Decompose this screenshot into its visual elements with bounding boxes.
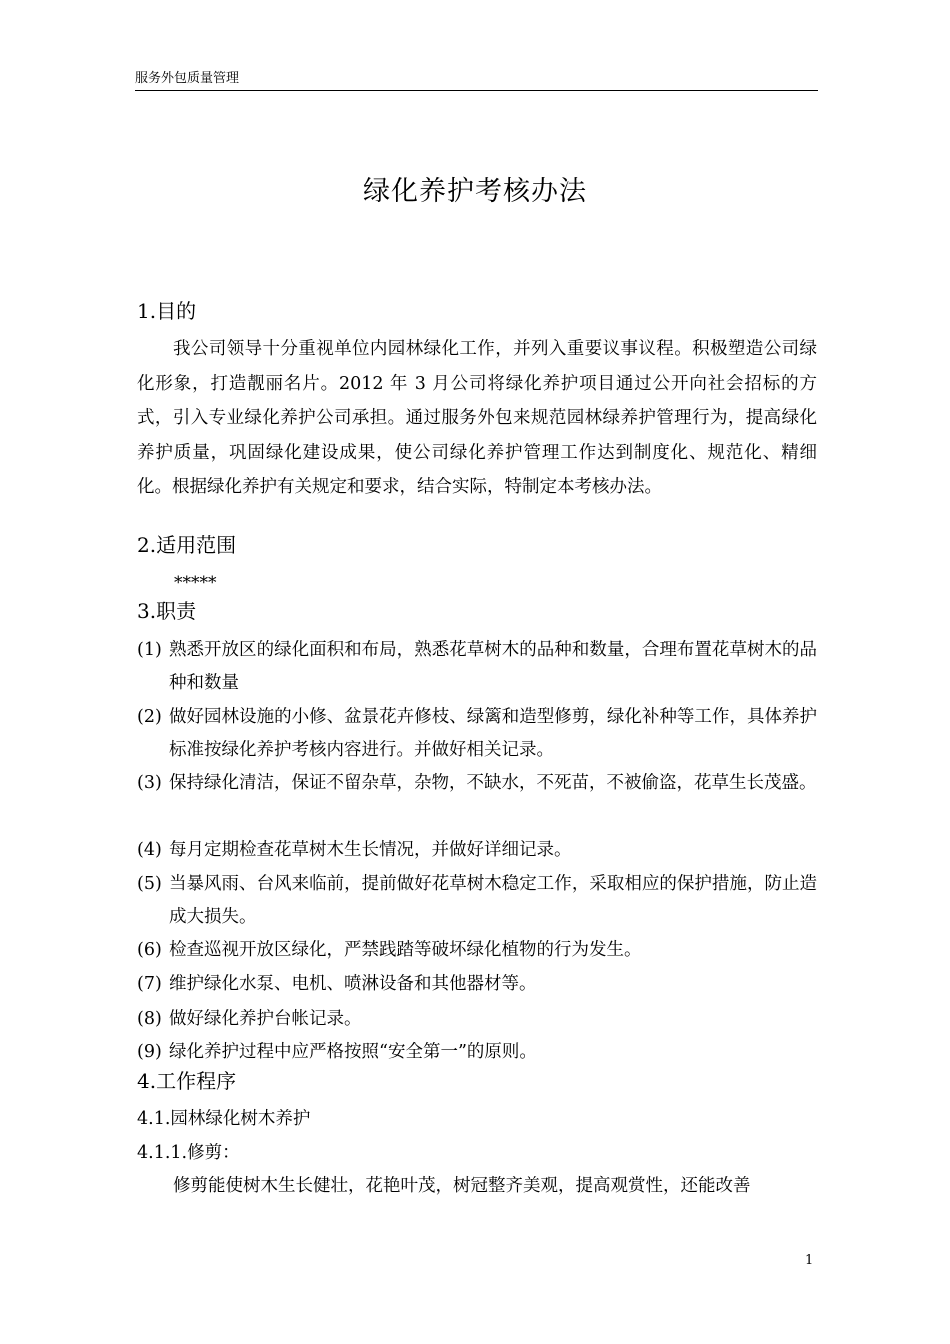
page-number: 1 [805,1253,814,1268]
duty-item-number: (6) [137,940,162,960]
subsection-heading-pruning: 4.1.1.修剪： [137,1143,240,1163]
duty-item-number: (7) [137,974,162,994]
duty-item-number: (9) [137,1042,162,1062]
duty-item [137,701,817,767]
duty-item [137,834,817,867]
duty-item-text: 做好绿化养护台帐记录。 [169,1009,362,1029]
duty-item-text: 每月定期检查花草树木生长情况，并做好详细记录。 [169,840,572,860]
page-header [135,70,818,91]
duty-item-text: 保持绿化清洁，保证不留杂草，杂物，不缺水，不死苗，不被偷盗，花草生长茂盛。 [169,773,817,793]
duty-item [137,868,817,934]
duty-item-number: (1) [137,640,162,660]
duty-item-text: 做好园林设施的小修、盆景花卉修枝、绿篱和造型修剪，绿化补种等工作，具体养护标准按绿化养护考核内容进行。并做好相关记录。 [169,707,817,760]
duty-item [137,634,817,700]
duty-item [137,1003,817,1036]
duty-item-number: (5) [137,874,162,894]
duty-item-text: 绿化养护过程中应严格按照“安全第一”的原则。 [169,1042,537,1062]
duty-item-text: 当暴风雨、台风来临前，提前做好花草树木稳定工作，采取相应的保护措施，防止造成大损失。 [169,874,817,927]
duty-item-number: (3) [137,773,162,793]
document-title: 绿化养护考核办法 [363,176,587,207]
scope-content: ***** [174,573,217,593]
section-heading-duties: 3.职责 [137,599,197,623]
duty-item [137,968,817,1001]
header-text: 服务外包质量管理 [135,71,240,86]
duty-item-text: 维护绿化水泵、电机、喷淋设备和其他器材等。 [169,974,537,994]
duty-item [137,1036,817,1069]
duty-item [137,767,817,800]
section-heading-procedure: 4.工作程序 [137,1069,237,1093]
section-heading-purpose: 1.目的 [137,299,197,323]
duty-item [137,934,817,967]
duty-item-text: 检查巡视开放区绿化，严禁践踏等破坏绿化植物的行为发生。 [169,940,642,960]
duty-item-number: (8) [137,1009,162,1029]
subsection-heading-tree-care: 4.1.园林绿化树木养护 [137,1109,311,1129]
section-heading-scope: 2.适用范围 [137,533,237,557]
purpose-paragraph: 我公司领导十分重视单位内园林绿化工作，并列入重要议事议程。积极塑造公司绿化形象，打造靓丽名片。2012 年 3 月公司将绿化养护项目通过公开向社会招标的方式，引入专业绿化养护公司承担。通过服务外包来规范园林绿养护管理行为，提高绿化养护质量，巩固绿化建设成果，使公司绿化养护管理工作达到制度化、规范化、精细化。根据绿化养护有关规定和要求，结合实际，特制定本考核办法。 [137,339,817,497]
duty-item-text: 熟悉开放区的绿化面积和布局，熟悉花草树木的品种和数量，合理布置花草树木的品种和数量 [169,640,817,693]
pruning-paragraph: 修剪能使树木生长健壮，花艳叶茂，树冠整齐美观，提高观赏性，还能改善 [173,1176,751,1196]
duty-item-number: (4) [137,840,162,860]
duty-item-number: (2) [137,707,162,727]
